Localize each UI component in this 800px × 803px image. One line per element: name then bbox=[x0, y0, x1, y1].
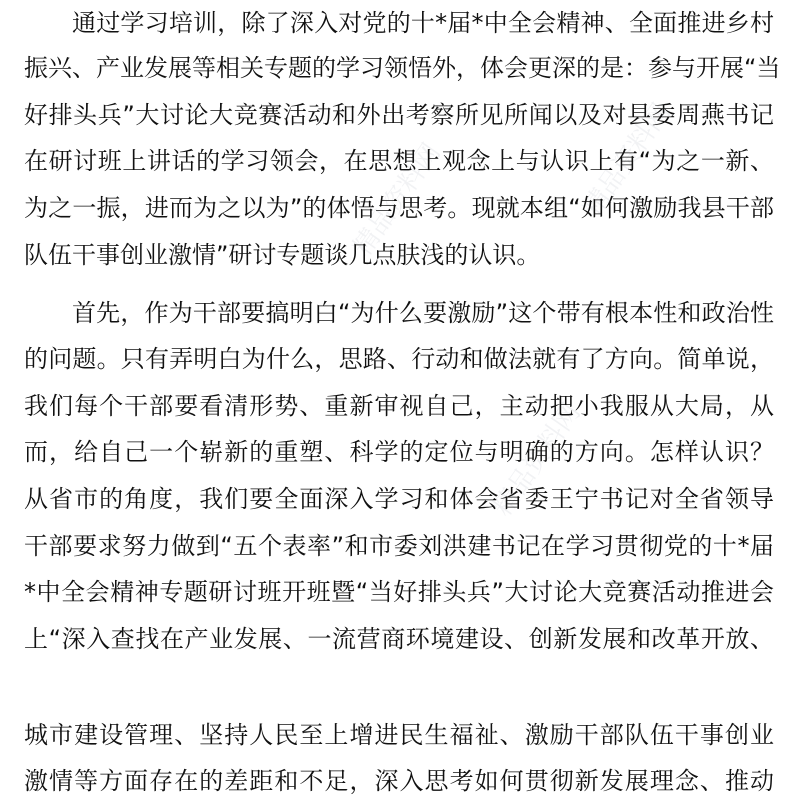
paragraph-2-line-1: 首先，作为干部要搞明白“为什么要激励”这个带有根本性和政治性 bbox=[72, 299, 774, 327]
paragraph-3-line-1: 城市建设管理、坚持人民至上增进民生福祉、激励干部队伍干事创业 bbox=[24, 721, 774, 749]
paragraph-2-line-7: *中全会精神专题研讨班开班暨“当好排头兵”大讨论大竞赛活动推进会 bbox=[24, 578, 774, 606]
paragraph-1-line-6: 队伍干事创业激情”研讨专题谈几点肤浅的认识。 bbox=[24, 241, 541, 269]
paragraph-2-line-5: 从省市的角度，我们要全面深入学习和体会省委王宁书记对全省领导 bbox=[24, 485, 774, 513]
paragraph-1-line-4: 在研讨班上讲话的学习领会，在思想上观念上与认识上有“为之一新、 bbox=[24, 147, 774, 175]
paragraph-1-line-2: 振兴、产业发展等相关专题的学习领悟外，体会更深的是：参与开展“当 bbox=[24, 54, 781, 82]
watermark: 精品资料网 bbox=[487, 398, 587, 522]
paragraph-1-line-3: 好排头兵”大讨论大竞赛活动和外出考察所见所闻以及对县委周燕书记 bbox=[24, 101, 774, 129]
paragraph-2-line-4: 而，给自己一个崭新的重塑、科学的定位与明确的方向。怎样认识？ bbox=[24, 438, 774, 466]
paragraph-2-line-3: 我们每个干部要看清形势、重新审视自己，主动把小我服从大局，从 bbox=[24, 392, 774, 420]
paragraph-2-line-2: 的问题。只有弄明白为什么，思路、行动和做法就有了方向。简单说， bbox=[24, 345, 774, 373]
paragraph-3-line-2: 激情等方面存在的差距和不足，深入思考如何贯彻新发展理念、推动 bbox=[24, 767, 774, 795]
paragraph-2-line-6: 干部要求努力做到“五个表率”和市委刘洪建书记在学习贯彻党的十*届 bbox=[24, 532, 774, 560]
watermark: 精品资料网 bbox=[577, 98, 677, 222]
watermark: 精品资料网 bbox=[347, 138, 447, 262]
paragraph-1-line-1: 通过学习培训，除了深入对党的十*届*中全会精神、全面推进乡村 bbox=[72, 9, 774, 37]
paragraph-1-line-5: 为之一振，进而为之以为”的体悟与思考。现就本组“如何激励我县干部 bbox=[24, 194, 774, 222]
paragraph-2-line-8: 上“深入查找在产业发展、一流营商环境建设、创新发展和改革开放、 bbox=[24, 625, 774, 653]
